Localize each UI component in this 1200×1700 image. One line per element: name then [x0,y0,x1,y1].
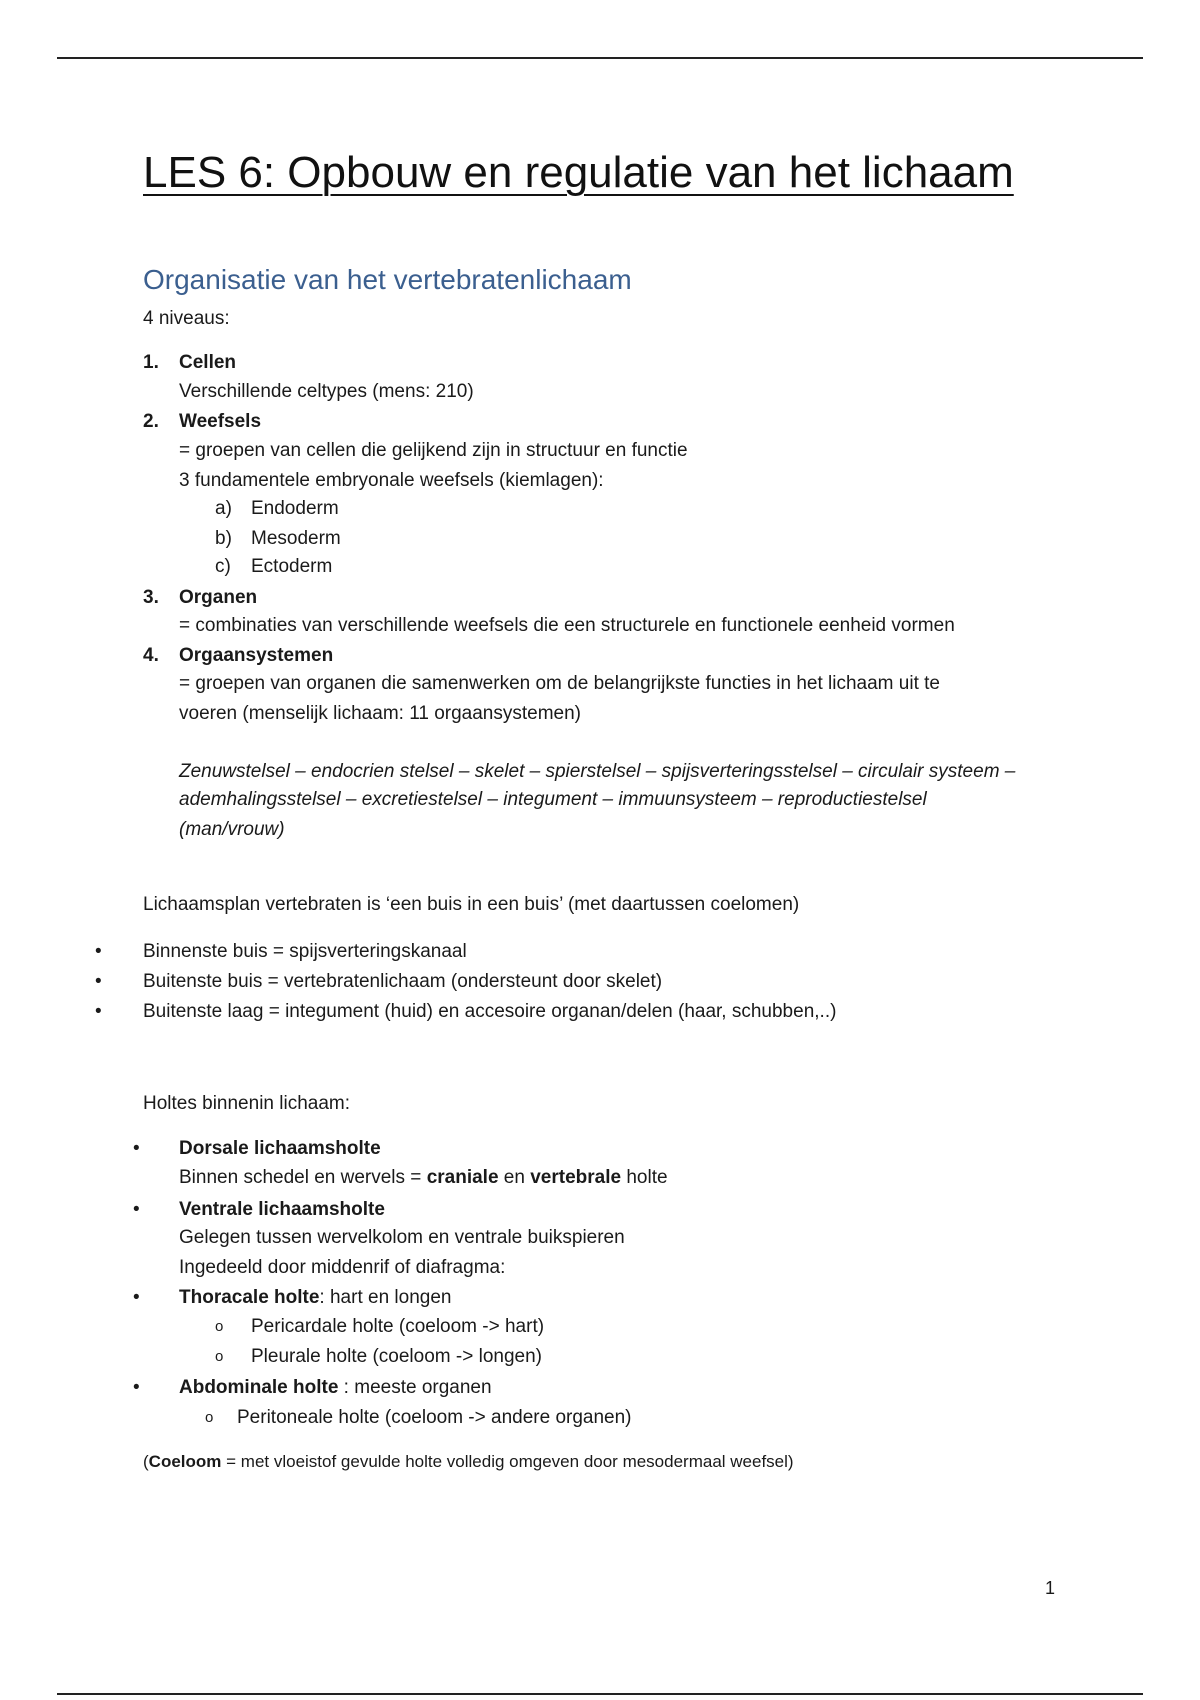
top-rule [57,57,1143,59]
cavity-dorsal-text-b: en [498,1167,531,1188]
sub-item-mesoderm: Mesoderm [251,528,341,549]
sub-letter: a) [215,498,232,519]
circle-bullet-glyph: o [215,1318,224,1335]
cavity-thoracic-sub: Pleurale holte (coeloom -> longen) [251,1346,542,1367]
bullet-glyph: • [133,1377,140,1398]
systems-list-line: ademhalingsstelsel – excretiestelsel – integument – immuunsysteem – reproductiestelsel [179,789,927,810]
cavity-dorsal-text-c: holte [621,1167,668,1188]
sub-letter: c) [215,556,231,577]
cavity-dorsal-text [179,1166,668,1190]
bullet-glyph: • [95,1001,102,1022]
circle-bullet-glyph: o [205,1409,214,1426]
intro-text: 4 niveaus: [143,308,230,329]
cavity-ventral-text: Gelegen tussen wervelkolom en ventrale buikspieren [179,1227,625,1248]
level-number: 4. [143,645,159,666]
bodyplan-bullet: Buitenste buis = vertebratenlichaam (ondersteunt door skelet) [143,971,663,992]
level-text: = groepen van organen die samenwerken om de belangrijkste functies in het lichaam uit te [179,673,940,694]
section-heading: Organisatie van het vertebratenlichaam [143,264,632,295]
coelom-note-rest: = met vloeistof gevulde holte volledig omgeven door mesodermaal weefsel) [221,1452,794,1471]
page-number: 1 [1045,1578,1056,1598]
bullet-glyph: • [133,1199,140,1220]
cavity-thoracic-rest: : hart en longen [319,1287,452,1308]
bodyplan-bullet: Buitenste laag = integument (huid) en accesoire organan/delen (haar, schubben,..) [143,1001,837,1022]
level-text: 3 fundamentele embryonale weefsels (kiemlagen): [179,470,604,491]
cavity-thoracic-line [179,1286,451,1310]
bottom-rule [57,1693,1143,1695]
systems-list-line: (man/vrouw) [179,819,285,840]
level-number: 3. [143,587,159,608]
level-text: = combinaties van verschillende weefsels die een structurele en functionele eenheid vormen [179,615,955,636]
sub-item-endoderm: Endoderm [251,498,339,519]
level-number: 2. [143,411,159,432]
cavity-thoracic-label: Thoracale holte [179,1287,320,1308]
cavity-ventral-text: Ingedeeld door middenrif of diafragma: [179,1257,506,1278]
cavity-abdominal-label: Abdominale holte [179,1377,339,1398]
bullet-glyph: • [133,1287,140,1308]
cavities-intro: Holtes binnenin lichaam: [143,1093,351,1114]
level-label-organen: Organen [179,587,258,608]
cavity-abdominal-rest: : meeste organen [338,1377,492,1398]
level-label-orgaansystemen: Orgaansystemen [179,645,334,666]
cavity-abdominal-sub: Peritoneale holte (coeloom -> andere organen) [237,1407,632,1428]
systems-list-line: Zenuwstelsel – endocrien stelsel – skelet – spierstelsel – spijsverteringsstelsel – circulair systeem – [179,761,1016,782]
cavity-dorsal-text-a: Binnen schedel en wervels = [179,1167,427,1188]
bodyplan-text: Lichaamsplan vertebraten is ‘een buis in een buis’ (met daartussen coelomen) [143,894,800,915]
circle-bullet-glyph: o [215,1348,224,1365]
bullet-glyph: • [133,1138,140,1159]
bullet-glyph: • [95,941,102,962]
cavity-dorsal-label: Dorsale lichaamsholte [179,1138,381,1159]
level-text: Verschillende celtypes (mens: 210) [179,381,474,402]
level-label-weefsels: Weefsels [179,411,262,432]
term-craniale: craniale [426,1167,499,1188]
level-text: = groepen van cellen die gelijkend zijn in structuur en functie [179,440,688,461]
term-vertebrale: vertebrale [530,1167,622,1188]
cavity-ventral-label: Ventrale lichaamsholte [179,1199,385,1220]
level-label-cellen: Cellen [179,352,237,373]
page-title: LES 6: Opbouw en regulatie van het lichaam [143,148,1014,197]
sub-item-ectoderm: Ectoderm [251,556,333,577]
level-number: 1. [143,352,159,373]
term-coeloom: Coeloom [148,1452,222,1471]
cavity-abdominal-line [179,1376,492,1400]
bullet-glyph: • [95,971,102,992]
bodyplan-bullet: Binnenste buis = spijsverteringskanaal [143,941,467,962]
cavity-thoracic-sub: Pericardale holte (coeloom -> hart) [251,1316,545,1337]
level-text: voeren (menselijk lichaam: 11 orgaansystemen) [179,703,581,724]
coelom-note-open: ( [143,1452,149,1471]
coelom-note [143,1450,794,1474]
sub-letter: b) [215,528,232,549]
